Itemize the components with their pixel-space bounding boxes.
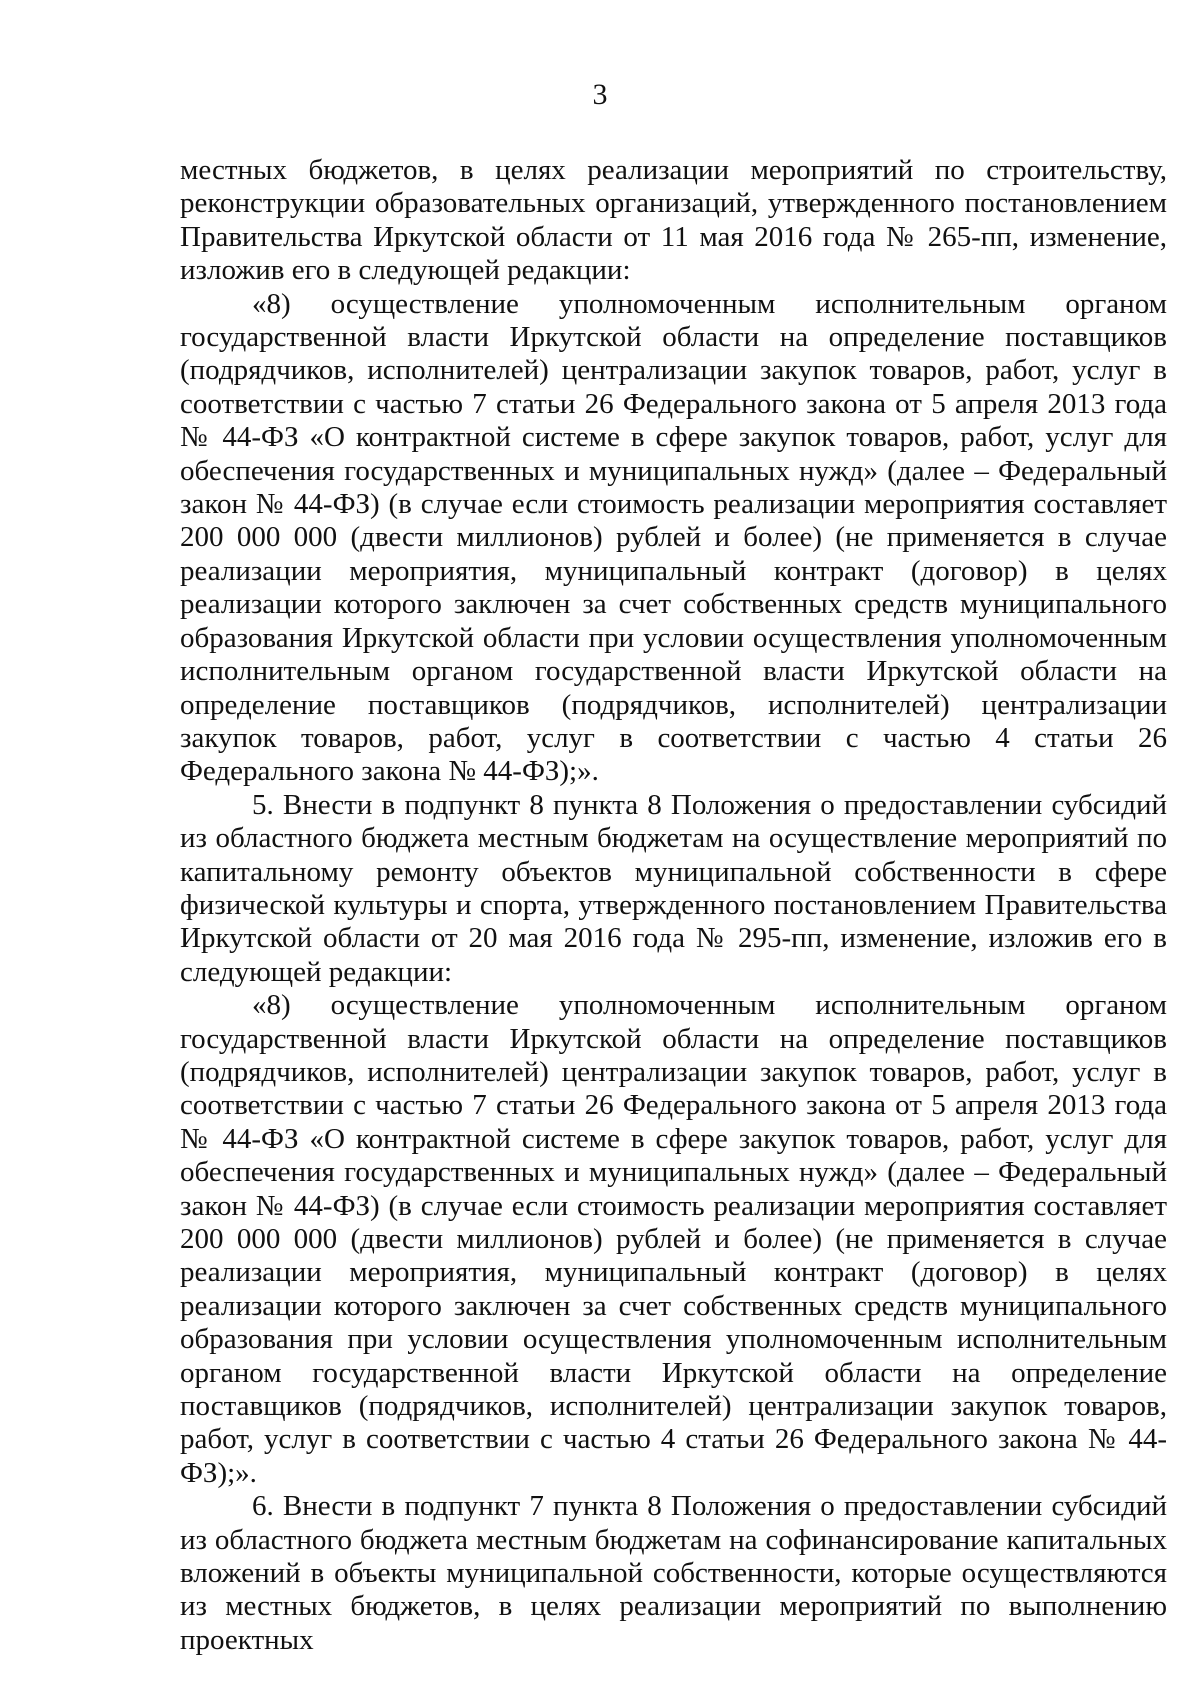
- page-number: 3: [592, 78, 608, 111]
- paragraph-quoted-subpoint-8-second: «8) осуществление уполномоченным исполнительным органом государственной власти Иркутской области на определение поставщиков (подрядчиков, исполнителей) централизации закупок товаров, работ, услуг в соответствии с частью 7 статьи 26 Федерального закона от 5 апреля 2013 года № 44-ФЗ «О контрактной системе в сфере закупок товаров, работ, услуг для обеспечения государственных и муниципальных нужд» (далее – Федеральный закон № 44-ФЗ) (в случае если стоимость реализации мероприятия составляет 200 000 000 (двести миллионов) рублей и более) (не применяется в случае реализации мероприятия, муниципальный контракт (договор) в целях реализации которого заключен за счет собственных средств муниципального образования при условии осуществления уполномоченным исполнительным органом государственной власти Иркутской области на определение поставщиков (подрядчиков, исполнителей) централизации закупок товаров, работ, услуг в соответствии с частью 4 статьи 26 Федерального закона № 44-ФЗ);».: [180, 989, 1167, 1489]
- paragraph-continuation: местных бюджетов, в целях реализации мероприятий по строительству, реконструкции образовательных организаций, утвержденного постановлением Правительства Иркутской области от 11 мая 2016 года № 265-пп, изменение, изложив его в следующей редакции:: [180, 154, 1167, 287]
- paragraph-item-6: 6. Внести в подпункт 7 пункта 8 Положения о предоставлении субсидий из областного бюджета местным бюджетам на софинансирование капитальных вложений в объекты муниципальной собственности, которые осуществляются из местных бюджетов, в целях реализации мероприятий по выполнению проектных: [180, 1490, 1167, 1656]
- paragraph-quoted-subpoint-8-first: «8) осуществление уполномоченным исполнительным органом государственной власти Иркутской области на определение поставщиков (подрядчиков, исполнителей) централизации закупок товаров, работ, услуг в соответствии с частью 7 статьи 26 Федерального закона от 5 апреля 2013 года № 44-ФЗ «О контрактной системе в сфере закупок товаров, работ, услуг для обеспечения государственных и муниципальных нужд» (далее – Федеральный закон № 44-ФЗ) (в случае если стоимость реализации мероприятия составляет 200 000 000 (двести миллионов) рублей и более) (не применяется в случае реализации мероприятия, муниципальный контракт (договор) в целях реализации которого заключен за счет собственных средств муниципального образования Иркутской области при условии осуществления уполномоченным исполнительным органом государственной власти Иркутской области на определение поставщиков (подрядчиков, исполнителей) централизации закупок товаров, работ, услуг в соответствии с частью 4 статьи 26 Федерального закона № 44-ФЗ);».: [180, 287, 1167, 788]
- paragraph-item-5: 5. Внести в подпункт 8 пункта 8 Положения о предоставлении субсидий из областного бюджета местным бюджетам на осуществление мероприятий по капитальному ремонту объектов муниципальной собственности в сфере физической культуры и спорта, утвержденного постановлением Правительства Иркутской области от 20 мая 2016 года № 295-пп, изменение, изложив его в следующей редакции:: [180, 788, 1167, 988]
- document-body: [180, 154, 1167, 1657]
